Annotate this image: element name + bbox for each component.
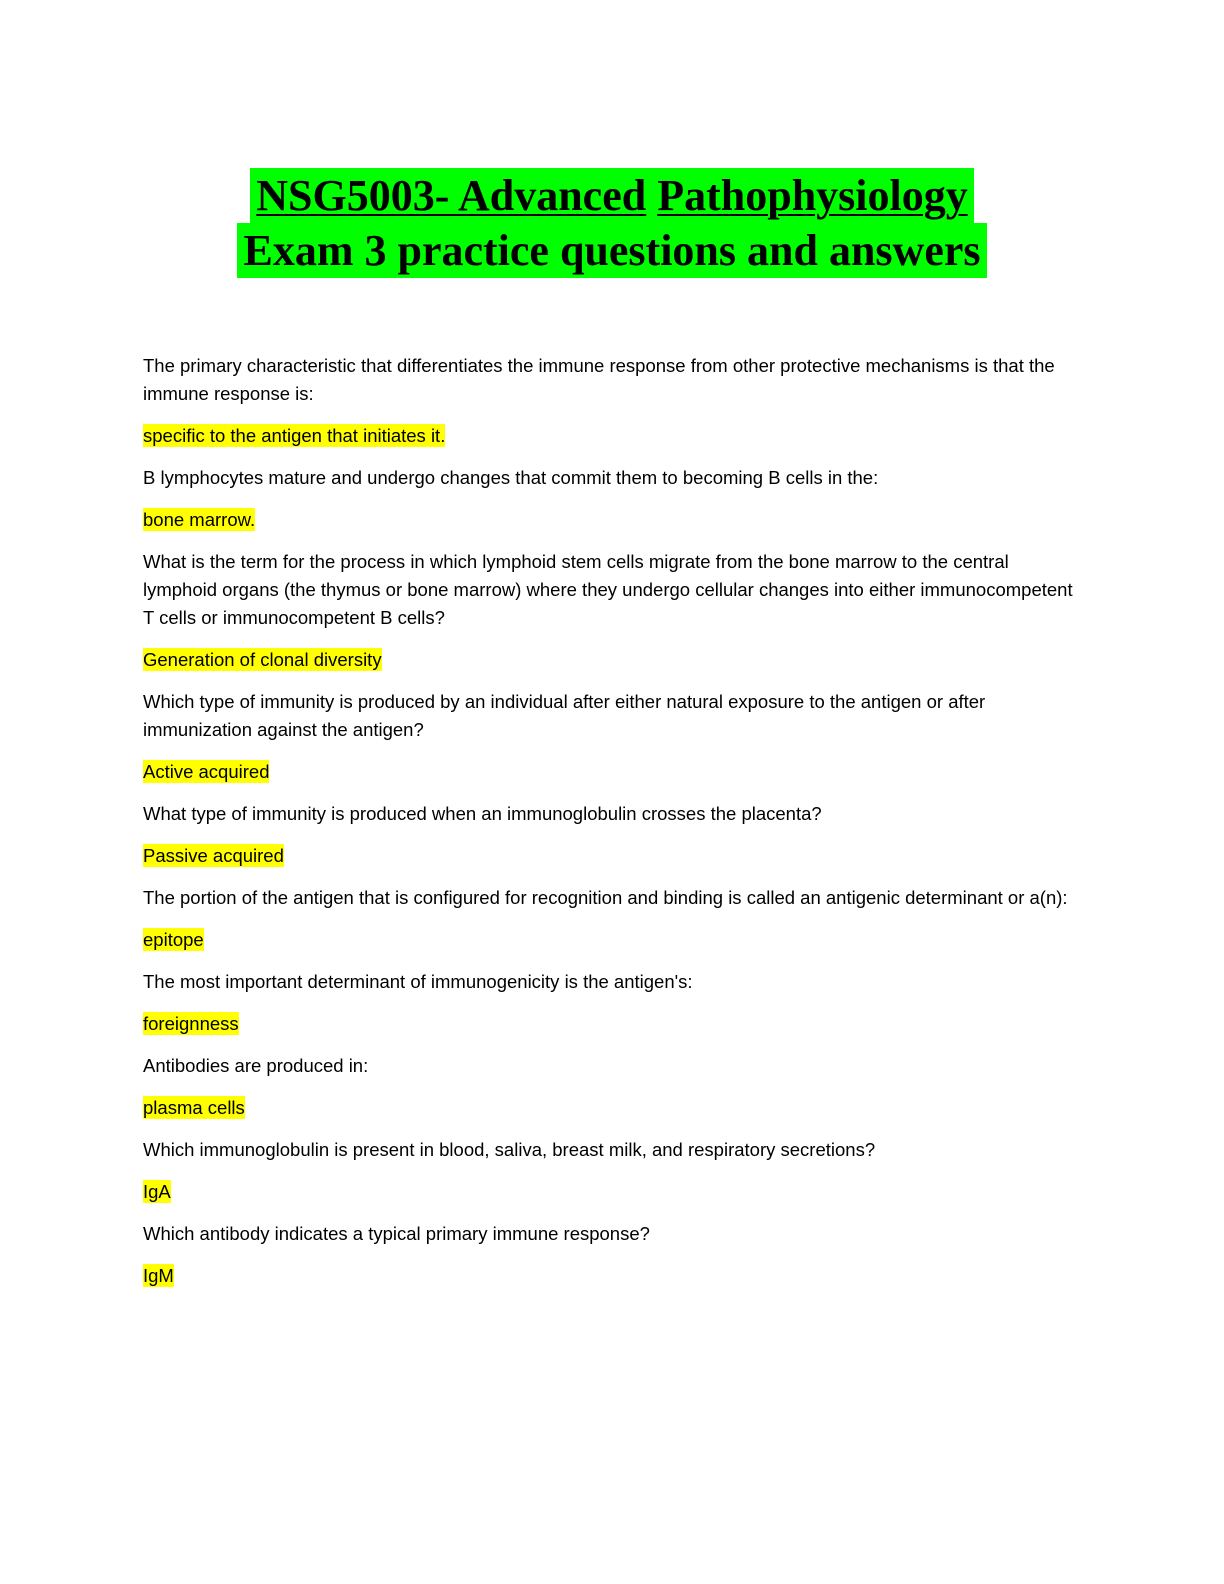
document-title (0, 168, 1224, 278)
qa-list (143, 352, 1083, 1304)
question-text: B lymphocytes mature and undergo changes that commit them to becoming B cells in the: (143, 467, 879, 488)
answer-text (143, 758, 1083, 786)
question-text: Which type of immunity is produced by an individual after either natural exposure to the antigen or after immunization against the antigen? (143, 691, 986, 740)
title-course-code: NSG5003- Advanced (256, 171, 647, 220)
question-text: The primary characteristic that differentiates the immune response from other protective mechanisms is that the immune response is: (143, 355, 1055, 404)
answer-highlight: epitope (143, 929, 204, 950)
title-line-1 (250, 168, 973, 223)
answer-highlight: IgA (143, 1181, 171, 1202)
answer-text (143, 1094, 1083, 1122)
answer-text (143, 422, 1083, 450)
answer-highlight: Active acquired (143, 761, 270, 782)
question-text: Which immunoglobulin is present in blood, saliva, breast milk, and respiratory secretions? (143, 1139, 876, 1160)
answer-highlight: plasma cells (143, 1097, 245, 1118)
answer-text (143, 506, 1083, 534)
answer-text (143, 1178, 1083, 1206)
answer-text (143, 842, 1083, 870)
answer-text (143, 926, 1083, 954)
answer-highlight: IgM (143, 1265, 174, 1286)
answer-highlight: bone marrow. (143, 509, 256, 530)
title-subject: Pathophysiology (657, 171, 968, 220)
question-text: The portion of the antigen that is configured for recognition and binding is called an antigenic determinant or a(n): (143, 887, 1068, 908)
question-text: The most important determinant of immunogenicity is the antigen's: (143, 971, 693, 992)
question-text: Antibodies are produced in: (143, 1055, 369, 1076)
answer-highlight: specific to the antigen that initiates it. (143, 425, 446, 446)
answer-highlight: foreignness (143, 1013, 239, 1034)
question-text: What type of immunity is produced when an immunoglobulin crosses the placenta? (143, 803, 822, 824)
answer-highlight: Generation of clonal diversity (143, 649, 382, 670)
title-line-2: Exam 3 practice questions and answers (237, 223, 986, 278)
answer-text (143, 1262, 1083, 1290)
question-text: What is the term for the process in which lymphoid stem cells migrate from the bone marrow to the central lymphoid organs (the thymus or bone marrow) where they undergo cellular changes into either immunocompetent T cells or immunocompetent B cells? (143, 551, 1073, 628)
answer-highlight: Passive acquired (143, 845, 284, 866)
answer-text (143, 1010, 1083, 1038)
question-text: Which antibody indicates a typical primary immune response? (143, 1223, 650, 1244)
answer-text (143, 646, 1083, 674)
